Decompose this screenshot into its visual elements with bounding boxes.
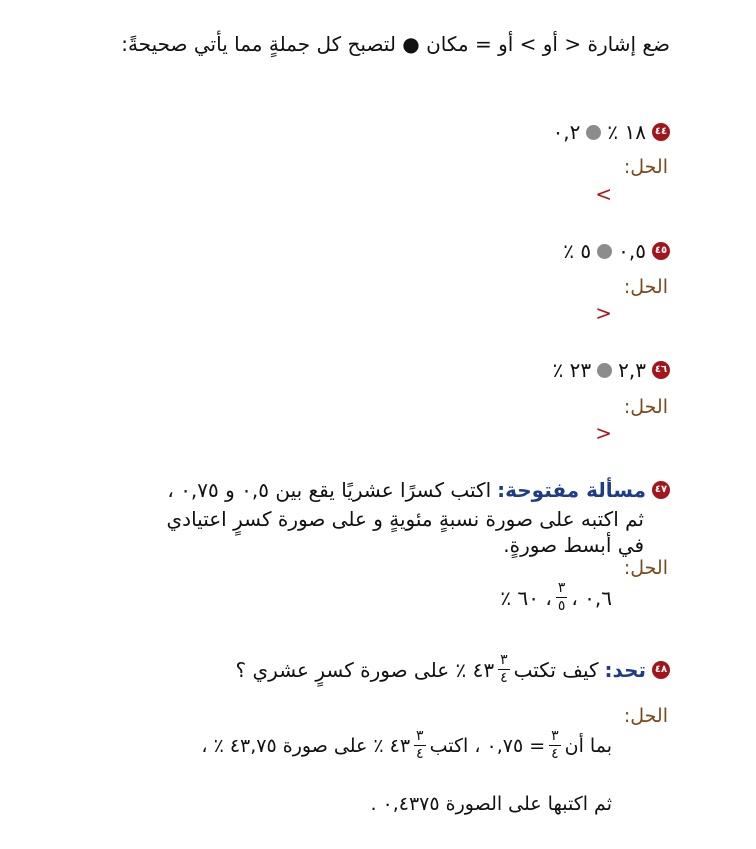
instruction-text: ضع إشارة < أو > أو = مكان ● لتصبح كل جملةٍ مما يأتي صحيحةً:: [121, 32, 670, 56]
comparison-right-value: ٠,٢: [552, 120, 581, 144]
question-text-after: ٤٣ ٪ على صورة كسرٍ عشري ؟: [235, 657, 495, 682]
comparison-left-value: ١٨ ٪: [607, 120, 646, 144]
fraction-numerator: ٣: [416, 728, 424, 744]
fraction-denominator: ٤: [500, 670, 508, 686]
question-number-badge: ٤٨: [652, 661, 670, 679]
question-text-line-3: في أبسط صورةٍ.: [503, 533, 644, 557]
comparison-placeholder-dot: [597, 244, 612, 259]
fraction-numerator: ٣: [557, 580, 566, 596]
solution-fraction-2: [414, 729, 426, 762]
fraction-numerator: ٣: [551, 728, 559, 744]
solution-label: الحل:: [623, 396, 668, 418]
solution-text-b: = ٠,٧٥ ، اكتب: [429, 734, 546, 757]
answer-decimal: ٠,٦ ،: [571, 585, 612, 610]
answer-sign: <: [595, 421, 612, 445]
question-number-badge: ٤٥: [652, 242, 670, 260]
question-47: [167, 476, 670, 504]
fraction-denominator: ٤: [416, 746, 424, 762]
solution-label: الحل:: [623, 156, 668, 178]
question-text: اكتب كسرًا عشريًا يقع بين ٠,٥ و ٠,٧٥ ،: [167, 478, 492, 502]
question-text-before: كيف تكتب: [513, 657, 599, 682]
comparison-right-value: ٢٣ ٪: [552, 358, 592, 382]
comparison-left-value: ٢,٣: [618, 358, 646, 382]
solution-fraction-1: [549, 729, 561, 762]
solution-line-1: [201, 729, 612, 762]
question-44: [553, 118, 670, 146]
answer-percent: ، ٦٠ ٪: [500, 585, 552, 610]
solution-text-a: بما أن: [564, 734, 612, 757]
answer-sign: >: [595, 182, 612, 206]
solution-label: الحل:: [623, 705, 668, 727]
solution-line-2: ثم اكتبها على الصورة ٠,٤٣٧٥ .: [370, 793, 612, 815]
answer-sign: <: [595, 301, 612, 325]
question-title: تحد:: [604, 657, 646, 682]
solution-label: الحل:: [623, 276, 668, 298]
answer-fraction: [556, 581, 568, 614]
fraction-denominator: ٤: [551, 746, 559, 762]
question-text-line-2: ثم اكتبه على صورة نسبةٍ مئويةٍ و على صورة كسرٍ اعتيادي: [166, 507, 644, 531]
fraction-denominator: ٥: [557, 598, 566, 614]
fraction-numerator: ٣: [500, 652, 508, 668]
question-number-badge: ٤٤: [652, 123, 670, 141]
question-46: [553, 356, 670, 384]
question-number-badge: ٤٦: [652, 361, 670, 379]
comparison-right-value: ٥ ٪: [563, 239, 592, 263]
comparison-placeholder-dot: [597, 363, 612, 378]
solution-label: الحل:: [623, 557, 668, 579]
question-title: مسألة مفتوحة:: [497, 478, 646, 502]
solution-text-c: ٤٣ ٪ على صورة ٤٣,٧٥ ٪ ،: [201, 734, 411, 757]
comparison-left-value: ٠,٥: [618, 239, 646, 263]
question-fraction: [498, 653, 510, 686]
question-45: [563, 237, 670, 265]
question-number-badge: ٤٧: [652, 481, 670, 499]
comparison-placeholder-dot: [586, 125, 601, 140]
answer-line: [500, 581, 612, 614]
question-48: [236, 653, 670, 686]
